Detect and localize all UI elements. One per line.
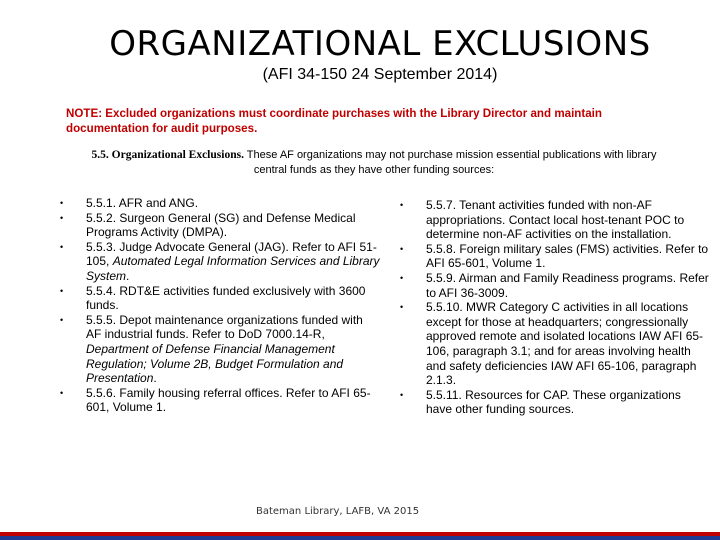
bullet-icon: • [60,285,64,296]
bullet-icon: • [60,212,64,223]
bullet-icon: • [400,272,404,283]
list-item [60,284,380,313]
bottom-bar-blue [0,536,720,540]
slide-title: ORGANIZATIONAL EXCLUSIONS [109,24,651,64]
list-item [400,271,710,300]
list-item-text-italic: Automated Legal Information Services and Library System [86,254,380,283]
list-item [400,198,710,242]
list-item [60,211,380,240]
intro-lead: 5.5. Organizational Exclusions. [91,149,244,161]
slide-subtitle: (AFI 34-150 24 September 2014) [262,66,498,83]
list-item [60,313,380,386]
bullet-icon: • [400,389,404,400]
list-item-text [86,240,380,284]
list-item-text: 5.5.11. Resources for CAP. These organizations have other funding sources. [426,387,681,417]
list-item [400,300,710,388]
intro-body: These AF organizations may not purchase mission essential publications with library central funds as they have other funding sources: [243,149,657,176]
bullet-icon: • [60,241,64,252]
list-item [60,196,380,211]
list-item-text: 5.5.4. RDT&E activities funded exclusively with 3600 funds. [86,283,366,313]
list-item-text-plain: . [153,371,157,386]
bullet-icon: • [60,314,64,325]
bullet-icon: • [400,243,404,254]
bottom-color-bar [0,532,720,540]
footer-text: Bateman Library, LAFB, VA 2015 [256,506,420,517]
bullet-icon: • [60,387,64,398]
list-item-text-plain: 5.5.5. Depot maintenance organizations funded with AF industrial funds. Refer to DoD 7000.14-R, [86,312,363,342]
list-item-text-plain: 5.5.3. Judge Advocate General (JAG). Refer to AFI 51-105, [86,239,377,269]
list-item-text: 5.5.8. Foreign military sales (FMS) activities. Refer to AFI 65-601, Volume 1. [426,241,709,271]
list-item-text: 5.5.6. Family housing referral offices. Refer to AFI 65-601, Volume 1. [86,385,371,415]
list-item-text: 5.5.1. AFR and ANG. [86,196,199,210]
right-column-list [400,196,710,417]
list-item-text: 5.5.10. MWR Category C activities in all locations except for those at headquarters; congressionally approved remote and isolated locations IAW AFI 65-106, paragraph 3.1; and for areas involving health and safety deficiencies IAW AFI 65-106, paragraph 2.1.3. [426,300,704,388]
list-item-text: 5.5.7. Tenant activities funded with non-AF appropriations. Contact local host-tenant POC to determine non-AF activities on the installation. [426,198,685,242]
list-item-text-italic: Department of Defense Financial Management Regulation; Volume 2B, Budget Formulation and Presentation [86,341,344,386]
list-item-text: 5.5.9. Airman and Family Readiness programs. Refer to AFI 36-3009. [426,270,709,300]
left-column-list [60,196,380,415]
list-item-text [86,313,380,386]
bullet-icon: • [60,198,64,208]
note-text: NOTE: Excluded organizations must coordinate purchases with the Library Director and maintain documentation for audit purposes. [66,107,602,135]
bullet-icon: • [400,302,404,313]
list-item-text-plain: . [126,268,130,283]
list-item [60,240,380,284]
list-item-text: 5.5.2. Surgeon General (SG) and Defense Medical Programs Activity (DMPA). [86,210,356,240]
list-item [400,388,710,417]
intro-paragraph [74,148,674,178]
list-item [60,386,380,415]
list-item [400,242,710,271]
bullet-icon: • [400,200,404,210]
